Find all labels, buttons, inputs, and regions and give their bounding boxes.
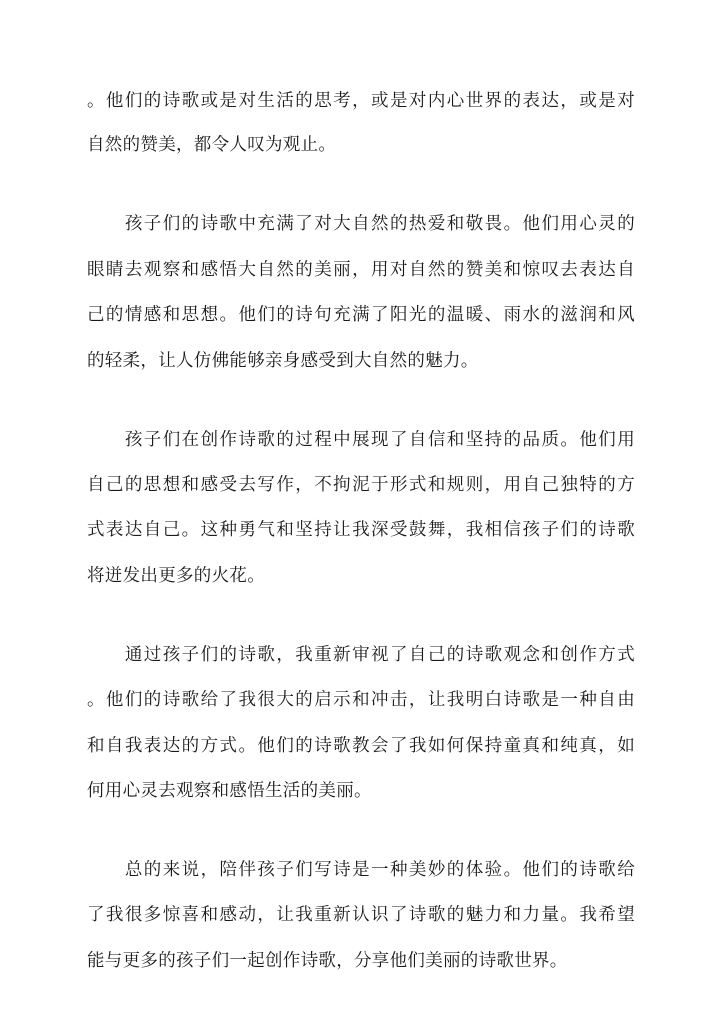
text-line: 能与更多的孩子们一起创作诗歌，分享他们美丽的诗歌世界。 xyxy=(87,951,568,971)
text-line: 。他们的诗歌给了我很大的启示和冲击，让我明白诗歌是一种自由 xyxy=(87,690,635,710)
text-line: 何用心灵去观察和感悟生活的美丽。 xyxy=(87,781,372,801)
text-line: 自然的赞美，都令人叹为观止。 xyxy=(87,135,337,155)
text-line: 总的来说，陪伴孩子们写诗是一种美妙的体验。他们的诗歌给 xyxy=(87,860,635,880)
text-line: 孩子们在创作诗歌的过程中展现了自信和坚持的品质。他们用 xyxy=(87,430,635,450)
text-line: 。他们的诗歌或是对生活的思考，或是对内心世界的表达，或是对 xyxy=(87,91,635,111)
text-line: 了我很多惊喜和感动，让我重新认识了诗歌的魅力和力量。我希望 xyxy=(87,905,635,925)
text-line: 的轻柔，让人仿佛能够亲身感受到大自然的魅力。 xyxy=(87,351,479,371)
text-line: 自己的思想和感受去写作，不拘泥于形式和规则，用自己独特的方 xyxy=(87,475,635,495)
text-line: 孩子们的诗歌中充满了对大自然的热爱和敬畏。他们用心灵的 xyxy=(87,214,635,234)
text-line: 式表达自己。这种勇气和坚持让我深受鼓舞，我相信孩子们的诗歌 xyxy=(87,520,635,540)
text-line: 己的情感和思想。他们的诗句充满了阳光的温暖、雨水的滋润和风 xyxy=(87,305,635,325)
text-line: 和自我表达的方式。他们的诗歌教会了我如何保持童真和纯真，如 xyxy=(87,736,635,756)
text-line: 通过孩子们的诗歌，我重新审视了自己的诗歌观念和创作方式 xyxy=(87,645,635,665)
text-line: 将迸发出更多的火花。 xyxy=(87,566,265,586)
text-line: 眼睛去观察和感悟大自然的美丽，用对自然的赞美和惊叹去表达自 xyxy=(87,260,635,280)
